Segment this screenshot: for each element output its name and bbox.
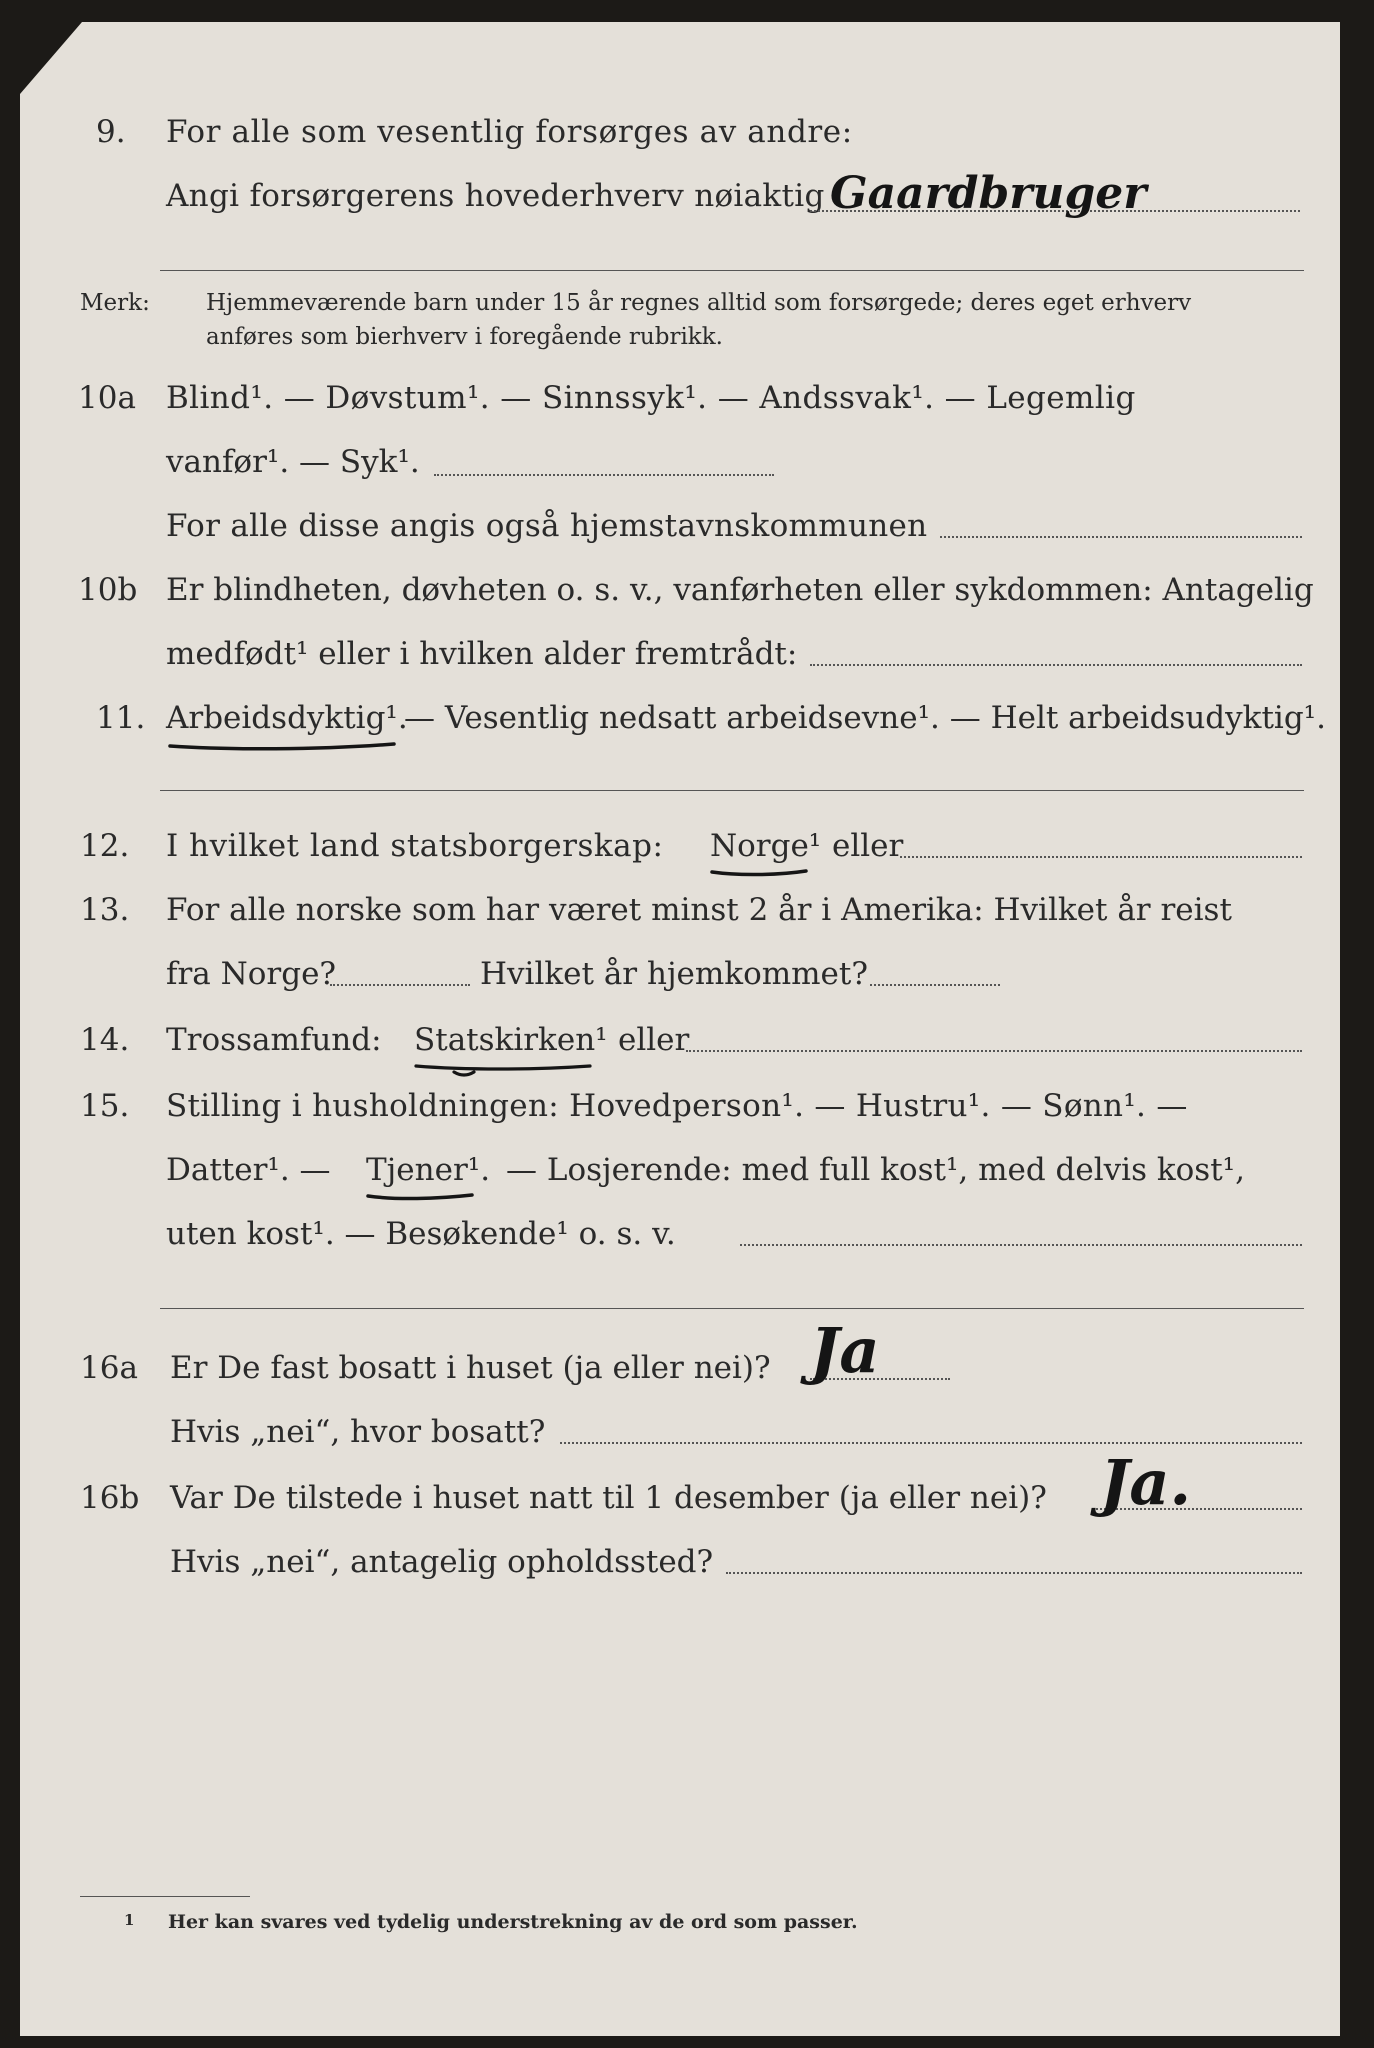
q15-extra-line [160, 1308, 1304, 1309]
q10b-line1: Er blindheten, døvheten o. s. v., vanførheten eller sykdommen: Antagelig [166, 572, 1314, 608]
footnote-text: Her kan svares ved tydelig understrekning av de ord som passer. [168, 1911, 858, 1933]
q12-eller: eller [832, 828, 904, 864]
q15-line2a: Datter¹. — [166, 1152, 331, 1188]
merk-line1: Hjemmeværende barn under 15 år regnes alltid som forsørgede; deres eget erhverv [206, 290, 1192, 316]
q15-other-line [740, 1244, 1302, 1246]
census-form-page [20, 22, 1340, 2036]
q16b-opholdssted-line [726, 1572, 1302, 1574]
q10a-line3: For alle disse angis også hjemstavnskommunen [166, 508, 928, 544]
q14-other-line [686, 1050, 1302, 1052]
q10a-syk-line [434, 474, 774, 476]
q13-line2a: fra Norge? [166, 956, 337, 992]
q13-number: 13. [80, 892, 130, 928]
q16a-line1: Er De fast bosatt i huset (ja eller nei)? [170, 1350, 771, 1386]
q14-number: 14. [80, 1022, 130, 1058]
footnote-separator [80, 1896, 250, 1897]
q15-line3: uten kost¹. — Besøkende¹ o. s. v. [166, 1216, 676, 1252]
q16a-line2: Hvis „nei“, hvor bosatt? [170, 1414, 546, 1450]
q15-option-tjener: Tjener¹. [366, 1152, 491, 1188]
q16a-bosatt-line [560, 1442, 1302, 1444]
q11-number: 11. [96, 700, 146, 736]
merk-label: Merk: [80, 290, 150, 316]
q13-line2b: Hvilket år hjemkommet? [480, 956, 868, 992]
q9-number: 9. [96, 114, 126, 150]
q14-eller: eller [618, 1022, 690, 1058]
folded-corner [20, 22, 82, 94]
q9-extra-line [160, 270, 1304, 271]
q16b-line2: Hvis „nei“, antagelig opholdssted? [170, 1544, 714, 1580]
q11-extra-line [160, 790, 1304, 791]
q13-hjemkommet-line [870, 984, 1000, 986]
q13-reist-line [330, 984, 470, 986]
q11-underline [168, 738, 398, 754]
q12-number: 12. [80, 828, 130, 864]
q16b-handwritten-answer: Ja. [1100, 1446, 1192, 1519]
q9-line2: Angi forsørgerens hovederhverv nøiaktig [166, 178, 825, 214]
q15-number: 15. [80, 1088, 130, 1124]
q12-option-norge: Norge¹ [710, 828, 822, 864]
q10a-kommune-line [940, 536, 1302, 538]
q9-line1: For alle som vesentlig forsørges av andre: [166, 114, 853, 150]
q9-handwritten-answer: Gaardbruger [830, 168, 1147, 219]
q16a-handwritten-answer: Ja [810, 1314, 880, 1387]
footnote-marker: 1 [124, 1911, 135, 1929]
q10a-line2: vanfør¹. — Syk¹. [166, 444, 420, 480]
q16b-line1: Var De tilstede i huset natt til 1 desember (ja eller nei)? [170, 1480, 1047, 1516]
q15-line2b: — Losjerende: med full kost¹, med delvis kost¹, [506, 1152, 1245, 1188]
q10b-line2: medfødt¹ eller i hvilken alder fremtrådt: [166, 636, 798, 672]
q15-underline [366, 1190, 476, 1204]
q12-underline [710, 866, 810, 880]
q10b-number: 10b [78, 572, 138, 608]
q14-underline [414, 1060, 594, 1080]
q16b-number: 16b [80, 1480, 140, 1516]
q14-option-statskirken: Statskirken¹ [414, 1022, 608, 1058]
q15-line1: Stilling i husholdningen: Hovedperson¹. — Hustru¹. — Sønn¹. — [166, 1088, 1188, 1124]
q12-text: I hvilket land statsborgerskap: [166, 828, 664, 864]
q11-option-arbeidsdyktig: Arbeidsdyktig¹. [166, 700, 408, 736]
q14-text: Trossamfund: [166, 1022, 382, 1058]
q13-line1: For alle norske som har været minst 2 år i Amerika: Hvilket år reist [166, 892, 1232, 928]
q12-other-line [900, 856, 1302, 858]
q10a-line1: Blind¹. — Døvstum¹. — Sinnssyk¹. — Andssvak¹. — Legemlig [166, 380, 1136, 416]
q11-rest: — Vesentlig nedsatt arbeidsevne¹. — Helt arbeidsudyktig¹. [404, 700, 1326, 736]
q16a-number: 16a [80, 1350, 138, 1386]
merk-line2: anføres som bierhverv i foregående rubrikk. [206, 324, 723, 350]
q10b-age-line [810, 664, 1302, 666]
q10a-number: 10a [78, 380, 136, 416]
